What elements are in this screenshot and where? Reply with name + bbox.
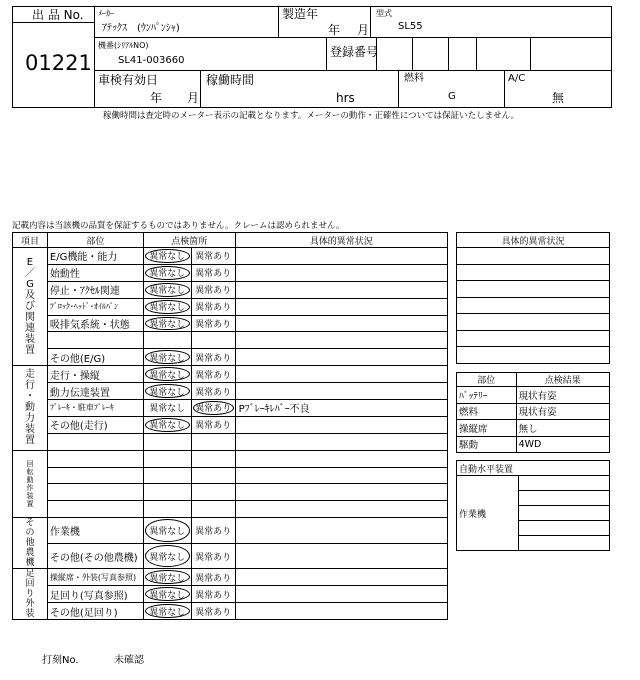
header-col-line [398,70,399,108]
model-value: SL55 [398,21,423,32]
part-cell [47,484,143,501]
part-cell [47,332,143,349]
check-row [457,436,610,453]
abnormal-cell[interactable] [191,315,235,332]
circle-mark [145,418,190,432]
part-cell: ﾌﾞﾛｯｸ･ﾍｯﾄﾞ･ｵｲﾙﾊﾟﾝ [47,298,143,315]
detail-blank-cell [457,264,610,281]
abnormal-label: 異常あり [195,303,232,314]
group-label [13,248,48,366]
inspection-month-unit: 月 [187,91,200,105]
serial-value: SL41-003660 [118,55,185,66]
circle-mark [145,300,190,314]
lot-no-divider [12,22,95,23]
no-abnormal-cell[interactable] [143,332,191,349]
no-abnormal-cell[interactable] [143,450,191,467]
group-label-char: 回 [25,579,35,590]
group-label-char: 外 [25,599,35,610]
hours-note: 稼働時間は査定時のメーター表示の記載となります。メーターの動作・正確性については保証いたしません。 [103,111,520,121]
no-abnormal-label: 異常なし [149,527,186,537]
group-label-char: 連 [24,323,35,335]
abnormal-label: 異常あり [195,573,232,584]
year-label: 製造年 [282,7,319,21]
header-row-line [94,70,612,71]
no-abnormal-cell[interactable] [143,383,191,400]
part-cell: その他(走行) [47,416,143,433]
group-label-char: E [26,257,34,269]
header-col-line [448,37,449,70]
detail-blank-cell [457,297,610,314]
right-detail-table [456,232,610,364]
header-row-line [94,37,612,38]
circle-mark [145,283,190,297]
group-label-char: 動 [24,402,35,414]
no-abnormal-label: 異常なし [149,552,186,563]
hours-label: 稼働時間 [206,73,255,87]
no-abnormal-label: 異常なし [149,370,186,381]
group-label [13,569,48,620]
group-label-char: 装 [24,334,35,346]
circle-mark [145,384,190,398]
table-row [13,450,448,467]
detail-cell [235,248,447,265]
part-cell: その他(E/G) [47,349,143,366]
maker-label: ﾒｰｶｰ [98,9,114,18]
table-row [13,501,448,518]
check-part-cell: 燃料 [457,403,517,420]
abnormal-cell[interactable] [191,586,235,603]
detail-cell [235,450,447,467]
no-abnormal-label: 異常なし [149,573,186,584]
abnormal-label: 異常あり [195,590,232,601]
right-detail-header: 具体的異常状況 [457,233,610,248]
detail-blank-cell [457,347,610,364]
detail-blank-cell [457,248,610,265]
header-col-line [326,37,327,70]
detail-cell: Pﾌﾞﾚｰｷﾚﾊﾞｰ不良 [235,400,447,417]
circle-mark [193,401,234,415]
part-cell: 操縦席・外装(写真参照) [47,569,143,586]
abnormal-cell[interactable] [191,366,235,383]
no-abnormal-label: 異常なし [149,252,186,263]
implement-cell [518,536,609,551]
table-row [13,349,448,366]
table-header-row [13,233,448,248]
detail-cell [235,603,447,620]
ac-value: 無 [552,91,565,105]
leveling-label: 自動水平装置 [457,461,610,476]
header-col-line [200,70,201,108]
stamp-label: 打刻No. [42,655,79,666]
detail-cell [235,264,447,281]
no-abnormal-cell[interactable] [143,400,191,417]
group-label-char: の [25,528,35,539]
abnormal-label: 異常あり [195,527,232,537]
detail-cell [235,467,447,484]
group-label-char: 農 [25,548,35,559]
abnormal-label: 異常あり [195,607,232,618]
header-frame [12,6,612,108]
abnormal-label: 異常あり [195,404,232,415]
detail-cell [235,484,447,501]
table-row [13,416,448,433]
circle-mark [145,367,190,381]
no-abnormal-cell[interactable] [143,315,191,332]
part-cell: 吸排気系統・状態 [47,315,143,332]
no-abnormal-cell[interactable] [143,518,191,544]
detail-cell [235,416,447,433]
detail-cell [235,383,447,400]
part-cell [47,467,143,484]
col-header-point: 点検箇所 [143,233,235,248]
check-results-table [456,372,610,453]
part-cell: E/G機能・能力 [47,248,143,265]
group-label-char: 装 [24,424,35,436]
no-abnormal-label: 異常なし [149,269,186,280]
implement-cell [518,476,609,491]
part-cell: 動力伝達装置 [47,383,143,400]
serial-label: 機番(ｼﾘｱﾙNO) [98,41,149,50]
check-result-cell: 現状有姿 [516,387,609,404]
abnormal-cell[interactable] [191,383,235,400]
implement-cell [518,506,609,521]
table-row [13,281,448,298]
detail-cell [235,315,447,332]
part-cell: その他(足回り) [47,603,143,620]
group-label [13,518,48,569]
group-label-char: 力 [24,413,35,425]
part-cell [47,450,143,467]
no-abnormal-label: 異常なし [149,387,186,398]
table-row [13,467,448,484]
abnormal-label: 異常あり [195,370,232,381]
detail-cell [235,332,447,349]
table-row [13,298,448,315]
check-row [457,387,610,404]
group-label-char: 置 [24,345,35,357]
detail-cell [235,366,447,383]
group-label-char: 他 [25,538,35,549]
table-row [13,332,448,349]
group-label-char: び [24,301,35,313]
implement-cell [518,521,609,536]
reg-label: 登録番号 [330,45,379,59]
abnormal-cell[interactable] [191,281,235,298]
detail-cell [235,518,447,544]
fuel-label: 燃料 [404,73,424,84]
no-abnormal-cell[interactable] [143,543,191,569]
abnormal-label: 異常あり [195,252,232,263]
abnormal-cell[interactable] [191,484,235,501]
no-abnormal-label: 異常なし [149,421,186,432]
abnormal-label: 異常あり [195,387,232,398]
group-label-char: ／ [24,268,35,280]
table-row [13,433,448,450]
check-part-cell: 駆動 [457,436,517,453]
abnormal-cell[interactable] [191,298,235,315]
inspection-label: 車検有効日 [98,73,159,87]
abnormal-cell[interactable] [191,603,235,620]
table-row [13,569,448,586]
no-abnormal-cell[interactable] [143,298,191,315]
no-abnormal-cell[interactable] [143,433,191,450]
table-row [13,400,448,417]
group-label-char: 回 [26,459,34,468]
check-row [457,403,610,420]
circle-mark [145,519,190,542]
abnormal-cell[interactable] [191,543,235,569]
header-col-line [504,70,505,108]
abnormal-cell[interactable] [191,569,235,586]
no-abnormal-cell[interactable] [143,569,191,586]
no-abnormal-label: 異常なし [149,320,186,330]
part-cell: 始動性 [47,264,143,281]
part-cell [47,501,143,518]
detail-cell [235,349,447,366]
abnormal-cell[interactable] [191,450,235,467]
abnormal-cell[interactable] [191,501,235,518]
group-label-char: 置 [24,435,35,447]
circle-mark [145,249,190,263]
lot-no-label: 出 品 No. [32,8,84,22]
disclaimer: 記載内容は当該機の品質を保証するものではありません。クレームは認められません。 [12,221,345,231]
part-cell [47,433,143,450]
model-label: 型式 [376,9,392,18]
no-abnormal-cell[interactable] [143,416,191,433]
group-label-char: 及 [24,290,35,302]
table-row [13,248,448,265]
table-row [13,603,448,620]
detail-cell [235,433,447,450]
lot-no: 01221 [25,51,92,75]
part-cell: ﾌﾞﾚｰｷ・駐車ﾌﾞﾚｰｷ [47,400,143,417]
group-label-char: 装 [26,491,34,500]
check-part-cell: ﾊﾞｯﾃﾘｰ [457,387,517,404]
group-label-char: 関 [24,312,35,324]
detail-cell [235,298,447,315]
no-abnormal-label: 異常なし [149,303,186,314]
col-header-part: 部位 [47,233,143,248]
no-abnormal-cell[interactable] [143,349,191,366]
header-col-line [412,37,413,70]
table-row [13,543,448,569]
table-row [13,315,448,332]
part-cell: その他(その他農機) [47,543,143,569]
abnormal-cell[interactable] [191,332,235,349]
detail-cell [235,543,447,569]
check-result-cell: 無し [516,420,609,437]
abnormal-cell[interactable] [191,467,235,484]
group-label-char: G [26,279,34,291]
detail-cell [235,569,447,586]
stamp-value: 未確認 [114,655,144,666]
check-part-cell: 操縦席 [457,420,517,437]
no-abnormal-cell[interactable] [143,501,191,518]
table-row [13,366,448,383]
table-row [13,518,448,544]
no-abnormal-cell[interactable] [143,484,191,501]
check-header-result: 点検結果 [516,373,609,387]
no-abnormal-cell[interactable] [143,586,191,603]
inspection-year-unit: 年 [150,91,163,105]
table-row [13,383,448,400]
month-unit: 月 [357,23,370,37]
abnormal-cell[interactable] [191,400,235,417]
group-label-char: そ [25,518,35,529]
abnormal-label: 異常あり [195,269,232,280]
header-col-line [278,6,279,37]
implement-cell [518,491,609,506]
detail-blank-cell [457,314,610,331]
check-result-cell: 現状有姿 [516,403,609,420]
check-header-part: 部位 [457,373,517,387]
detail-cell [235,281,447,298]
no-abnormal-label: 異常なし [149,590,186,601]
abnormal-cell[interactable] [191,248,235,265]
group-label-char: り [25,589,35,600]
abnormal-label: 異常あり [195,320,232,330]
detail-cell [235,501,447,518]
no-abnormal-label: 異常なし [149,353,186,364]
no-abnormal-label: 異常なし [149,286,186,297]
part-cell: 作業機 [47,518,143,544]
no-abnormal-label: 異常なし [149,404,186,415]
circle-mark [145,266,190,280]
maker-value: ｱﾃｯｸｽ (ｳﾝﾊﾟﾝｼｬ) [102,23,180,34]
col-header-detail: 具体的異常状況 [235,233,447,248]
part-cell: 走行・操縦 [47,366,143,383]
group-label-char: 走 [24,369,35,381]
fuel-value: G [448,91,456,102]
group-label-char: ・ [24,391,35,403]
table-row [13,264,448,281]
group-label-char: 置 [26,499,34,508]
check-row [457,420,610,437]
no-abnormal-cell[interactable] [143,281,191,298]
abnormal-label: 異常あり [195,353,232,364]
no-abnormal-cell[interactable] [143,248,191,265]
group-label [13,366,48,450]
group-label-char: 行 [24,380,35,392]
group-label-char: 足 [25,569,35,580]
no-abnormal-cell[interactable] [143,366,191,383]
abnormal-cell[interactable] [191,264,235,281]
abnormal-label: 異常あり [195,421,232,432]
ac-label: A/C [508,73,526,84]
detail-blank-cell [457,281,610,298]
no-abnormal-cell[interactable] [143,467,191,484]
detail-blank-cell [457,330,610,347]
header-col-line [370,6,371,37]
no-abnormal-label: 異常なし [149,607,186,618]
part-cell: 足回り(写真参照) [47,586,143,603]
abnormal-label: 異常あり [195,286,232,297]
inspection-table [12,232,448,620]
header-col-line [530,37,531,70]
group-label-char: 機 [25,558,35,569]
abnormal-cell[interactable] [191,433,235,450]
hours-unit: hrs [336,91,355,105]
abnormal-cell[interactable] [191,416,235,433]
col-header-item: 項目 [13,233,48,248]
misc-table [456,460,610,551]
group-label-char: 転 [26,467,34,476]
header-col-line [476,37,477,70]
check-result-cell: 4WD [516,436,609,453]
implement-label: 作業機 [457,476,519,551]
part-cell: 停止・ｱｸｾﾙ関連 [47,281,143,298]
circle-mark [145,545,190,568]
group-label-char: 作 [26,483,34,492]
no-abnormal-cell[interactable] [143,603,191,620]
group-label-char: 装 [25,609,35,620]
abnormal-cell[interactable] [191,349,235,366]
table-row [13,484,448,501]
group-label [13,450,48,518]
detail-cell [235,586,447,603]
no-abnormal-cell[interactable] [143,264,191,281]
year-unit: 年 [328,23,341,37]
abnormal-label: 異常あり [195,552,232,563]
group-label-char: 動 [26,475,34,484]
abnormal-cell[interactable] [191,518,235,544]
table-row [13,586,448,603]
